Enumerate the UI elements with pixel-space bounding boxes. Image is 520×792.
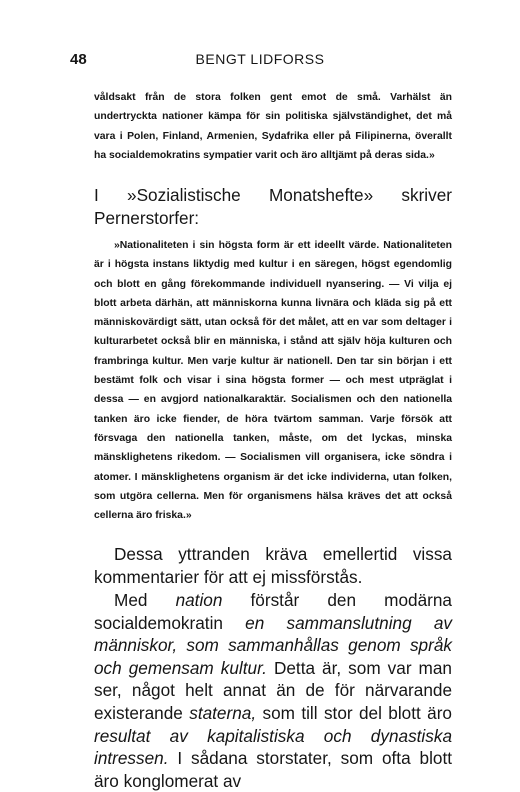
- text-run: som till stor del blott äro: [256, 702, 452, 723]
- quote-paragraph: »Nationaliteten i sin högsta form är ett ideellt värde. Nationaliteten är i högsta instans liktydig med kultur i en säregen, högst egendomlig och blott en gång förekommande individuell nyansering. — Vi vilja ej blott arbeta därhän, att människorna kunna livnära och kläda sig på ett människovärdigt sätt, utan också för det målet, att en var som deltager i kulturarbetet också blir en människa, i stånd att själv höja kulturen och frambringa kultur. Men varje kultur är nationell. Den tar sin början i ett bestämt folk och visar i sina högsta former — och mest utpräglat i dessa — en avgjord nationalkaraktär. Socialismen och den nationella tanken äro icke fiender, de höra tvärtom samman. Varje försök att försvaga den nationella tanken, måste, om det lyckas, minska mänsklighetens rikedom. — Socialismen vill organisera, icke söndra i atomer. I mänsklighetens organism är det icke individerna, utan folken, som utgöra cellerna. Men för organismens hälsa kräves det att också cellerna äro friska.»: [94, 240, 452, 522]
- page-number: 48: [70, 51, 87, 68]
- emphasis-staterna: staterna,: [189, 702, 257, 723]
- intro-line: I »Sozialistische Monatshefte» skriver Pernerstorfer:: [94, 185, 452, 228]
- running-head: BENGT LIDFORSS: [195, 51, 325, 67]
- emphasis-interests: resultat av kapitalistiska och dynastiska intressen.: [94, 725, 452, 769]
- text-run: I sådana storstater, som ofta blott äro konglomerat av: [94, 748, 452, 791]
- emphasis-nation: nation: [175, 590, 223, 610]
- commentary-paragraph-2: [94, 589, 452, 792]
- quote-continued-paragraph: våldsakt från de stora folken gent emot de små. Varhälst än undertryckta nationer kämpa för sin politiska självständighet, det må vara i Polen, Finland, Armenien, Sydafrika eller på Filipinerna, överallt ha socialdemokratins sympatier varit och äro alltjämt på deras sida.»: [94, 92, 452, 161]
- text-run: förstår den modärna socialdemokratin: [94, 590, 452, 633]
- emphasis-definition: en sammanslutning av människor, som sammanhållas genom språk och gemensam kultur.: [94, 612, 452, 678]
- text-run: Med: [114, 590, 176, 610]
- commentary-paragraph-1: Dessa yttranden kräva emellertid vissa kommentarier för att ej missförstås.: [94, 544, 452, 587]
- text-run: Detta är, som var man ser, något helt annat än de för närvarande existerande: [94, 657, 452, 723]
- page-header: [0, 51, 520, 71]
